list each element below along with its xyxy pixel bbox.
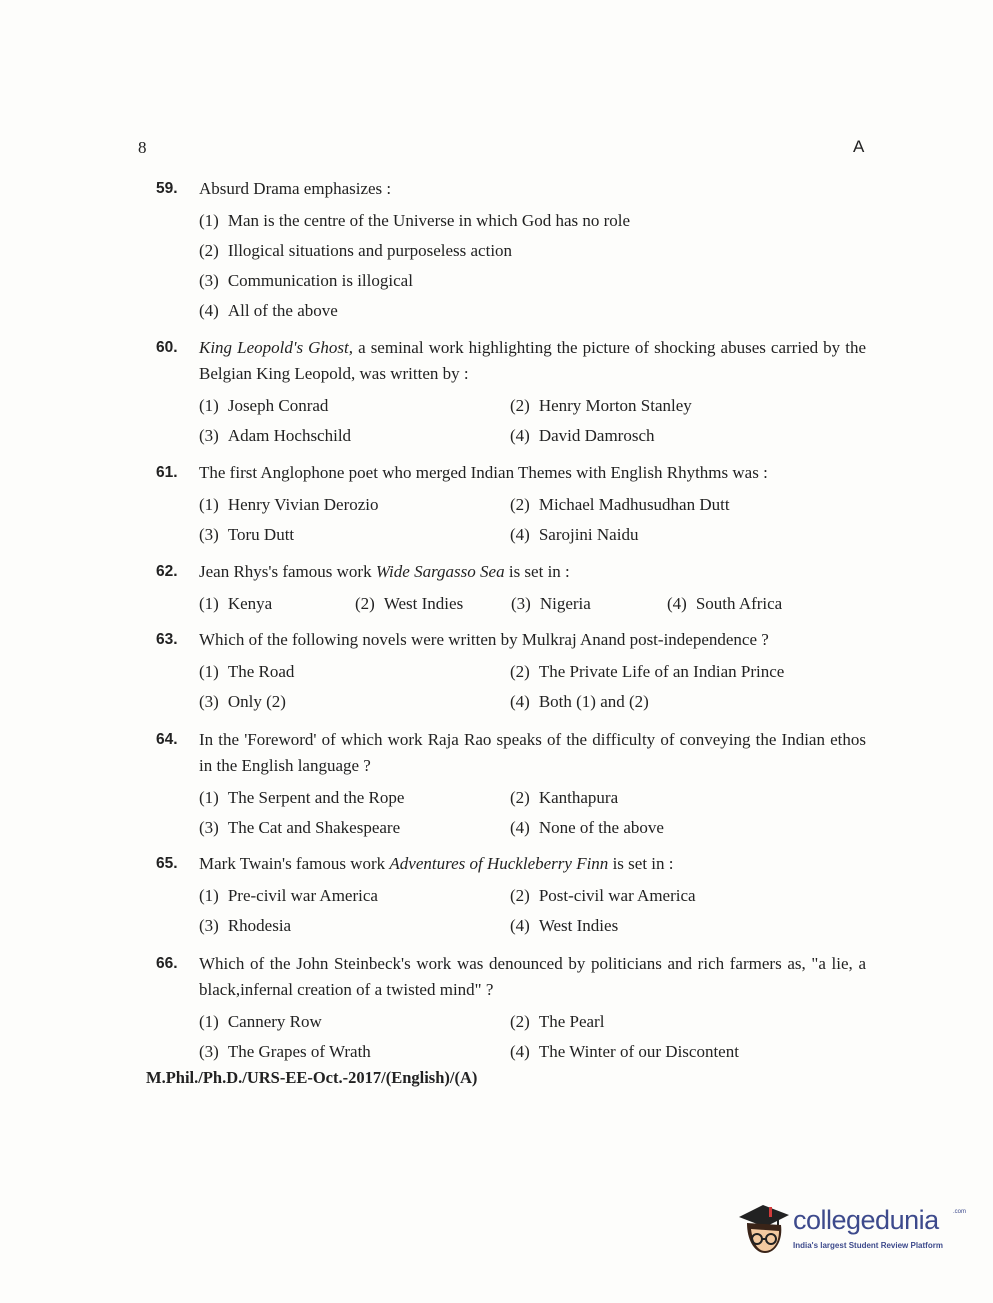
question-number: 62. — [156, 563, 178, 580]
option — [199, 236, 866, 266]
option-row — [199, 911, 866, 941]
option — [199, 659, 510, 685]
question-59 — [156, 176, 866, 326]
question-text — [199, 559, 866, 585]
collegedunia-logo[interactable] — [733, 1195, 967, 1270]
option-text: West Indies — [538, 916, 619, 935]
option-text: Communication is illogical — [227, 271, 413, 290]
option-label: (3) — [199, 271, 219, 290]
option-text: None of the above — [538, 818, 664, 837]
logo-suffix: .com — [953, 1209, 967, 1215]
option-label: (3) — [199, 818, 219, 837]
question-text — [199, 851, 866, 877]
option-row — [199, 421, 866, 451]
page-number: 8 — [138, 138, 147, 157]
mascot-icon — [733, 1195, 793, 1267]
option-label: (3) — [199, 1042, 219, 1061]
option-text: Joseph Conrad — [227, 396, 329, 415]
option — [510, 423, 821, 449]
question-text-before: Mark Twain's famous work — [199, 854, 390, 873]
work-title: Adventures of Huckleberry Finn — [389, 854, 609, 873]
option-text: The Road — [227, 662, 295, 681]
option-text: Pre-civil war America — [227, 886, 378, 905]
question-text: Absurd Drama emphasizes : — [199, 179, 392, 198]
option-label: (3) — [199, 692, 219, 711]
question-65 — [156, 851, 866, 941]
option-label: (4) — [510, 818, 530, 837]
option-row — [199, 881, 866, 911]
option-text: Illogical situations and purposeless action — [227, 241, 513, 260]
option-text: The Grapes of Wrath — [227, 1042, 371, 1061]
question-66 — [156, 951, 866, 1067]
option-text: Nigeria — [539, 594, 591, 613]
option-label: (1) — [199, 662, 219, 681]
option-label: (4) — [510, 525, 530, 544]
option — [199, 393, 510, 419]
option-text: Man is the centre of the Universe in which God has no role — [227, 211, 631, 230]
question-text: Which of the John Steinbeck's work was denounced by politicians and rich farmers as, "a lie, a black,infernal creation of a twisted mind" ? — [199, 954, 866, 999]
option — [199, 522, 510, 548]
option-label: (3) — [199, 525, 219, 544]
option-row — [199, 589, 866, 619]
option-label: (1) — [199, 886, 219, 905]
option — [199, 296, 866, 326]
option-row — [199, 657, 866, 687]
option — [510, 659, 821, 685]
option — [510, 883, 821, 909]
option-text: David Damrosch — [538, 426, 655, 445]
option — [199, 206, 866, 236]
option-label: (1) — [199, 594, 219, 613]
question-text-after: is set in : — [608, 854, 674, 873]
option-row — [199, 1037, 866, 1067]
option-label: (4) — [510, 692, 530, 711]
option-label: (3) — [199, 916, 219, 935]
option — [199, 883, 510, 909]
set-code: A — [853, 137, 865, 156]
question-63 — [156, 627, 866, 717]
work-title: Wide Sargasso Sea — [375, 562, 505, 581]
option-label: (4) — [510, 426, 530, 445]
option — [510, 689, 821, 715]
option-label: (1) — [199, 495, 219, 514]
option-text: Kanthapura — [538, 788, 619, 807]
options — [199, 1007, 866, 1067]
option-row — [199, 520, 866, 550]
options — [199, 881, 866, 941]
option-text: Sarojini Naidu — [538, 525, 639, 544]
option-row — [199, 1007, 866, 1037]
option-row — [199, 687, 866, 717]
option — [510, 1009, 821, 1035]
option-label: (2) — [510, 662, 530, 681]
option-text: The Cat and Shakespeare — [227, 818, 401, 837]
question-text: Which of the following novels were written by Mulkraj Anand post-independence ? — [199, 630, 769, 649]
question-text-after: is set in : — [504, 562, 570, 581]
paper-code: M.Phil./Ph.D./URS-EE-Oct.-2017/(English)/(A) — [146, 1068, 478, 1087]
option — [199, 785, 510, 811]
option-label: (4) — [510, 1042, 530, 1061]
option-text: Toru Dutt — [227, 525, 295, 544]
question-text — [199, 335, 866, 387]
option-label: (2) — [510, 396, 530, 415]
option-label: (4) — [667, 594, 687, 613]
question-text: In the 'Foreword' of which work Raja Rao speaks of the difficulty of conveying the Indian ethos in the English language ? — [199, 730, 866, 775]
option-text: All of the above — [227, 301, 338, 320]
option-text: Both (1) and (2) — [538, 692, 649, 711]
option-label: (2) — [510, 1012, 530, 1031]
options — [199, 657, 866, 717]
question-number: 59. — [156, 180, 178, 197]
options — [199, 391, 866, 451]
options — [199, 589, 866, 619]
question-number: 65. — [156, 855, 178, 872]
option — [510, 815, 821, 841]
question-number: 63. — [156, 631, 178, 648]
option — [199, 689, 510, 715]
option-label: (2) — [199, 241, 219, 260]
options — [199, 206, 866, 326]
question-number: 66. — [156, 955, 178, 972]
option — [510, 913, 821, 939]
option-text: Adam Hochschild — [227, 426, 352, 445]
option-text: Michael Madhusudhan Dutt — [538, 495, 730, 514]
option-label: (3) — [199, 426, 219, 445]
option — [199, 492, 510, 518]
question-61 — [156, 460, 866, 550]
question-60 — [156, 335, 866, 451]
question-text: The first Anglophone poet who merged Indian Themes with English Rhythms was : — [199, 463, 768, 482]
option-text: The Serpent and the Rope — [227, 788, 405, 807]
question-62 — [156, 559, 866, 619]
option-text: The Pearl — [538, 1012, 605, 1031]
question-64 — [156, 727, 866, 843]
option — [199, 815, 510, 841]
option-label: (4) — [199, 301, 219, 320]
question-text-before: Jean Rhys's famous work — [199, 562, 376, 581]
option — [667, 591, 823, 617]
option-label: (2) — [510, 886, 530, 905]
option — [355, 591, 511, 617]
logo-wordmark: collegedunia — [793, 1205, 939, 1235]
option-text: The Private Life of an Indian Prince — [538, 662, 785, 681]
option-text: Post-civil war America — [538, 886, 696, 905]
option-row — [199, 490, 866, 520]
option-text: The Winter of our Discontent — [538, 1042, 739, 1061]
options — [199, 490, 866, 550]
question-number: 64. — [156, 731, 178, 748]
option-label: (2) — [510, 788, 530, 807]
option-text: Henry Vivian Derozio — [227, 495, 379, 514]
option-label: (1) — [199, 1012, 219, 1031]
option-text: Rhodesia — [227, 916, 292, 935]
option-text: South Africa — [695, 594, 783, 613]
option-label: (2) — [355, 594, 375, 613]
option-label: (1) — [199, 396, 219, 415]
options — [199, 783, 866, 843]
option — [510, 1039, 821, 1065]
option-row — [199, 391, 866, 421]
option — [510, 785, 821, 811]
option-row — [199, 783, 866, 813]
question-number: 60. — [156, 339, 178, 356]
option-text: Cannery Row — [227, 1012, 322, 1031]
option-label: (2) — [510, 495, 530, 514]
option — [199, 913, 510, 939]
option-label: (1) — [199, 788, 219, 807]
option — [511, 591, 667, 617]
option — [199, 423, 510, 449]
logo-tagline: India's largest Student Review Platform — [793, 1241, 943, 1250]
option — [510, 393, 821, 419]
option — [510, 522, 821, 548]
question-number: 61. — [156, 464, 178, 481]
option-row — [199, 813, 866, 843]
option — [199, 1009, 510, 1035]
option-text: Kenya — [227, 594, 273, 613]
option-label: (4) — [510, 916, 530, 935]
option-text: Only (2) — [227, 692, 286, 711]
option-text: West Indies — [383, 594, 464, 613]
option-label: (1) — [199, 211, 219, 230]
option — [199, 591, 355, 617]
option-label: (3) — [511, 594, 531, 613]
option-text: Henry Morton Stanley — [538, 396, 692, 415]
option — [510, 492, 821, 518]
question-text-rest: a seminal work highlighting the picture of shocking abuses carried by the Belgian King Leopold, was written by : — [199, 338, 867, 383]
option — [199, 1039, 510, 1065]
option — [199, 266, 866, 296]
work-title: King Leopold's Ghost, — [199, 338, 354, 357]
